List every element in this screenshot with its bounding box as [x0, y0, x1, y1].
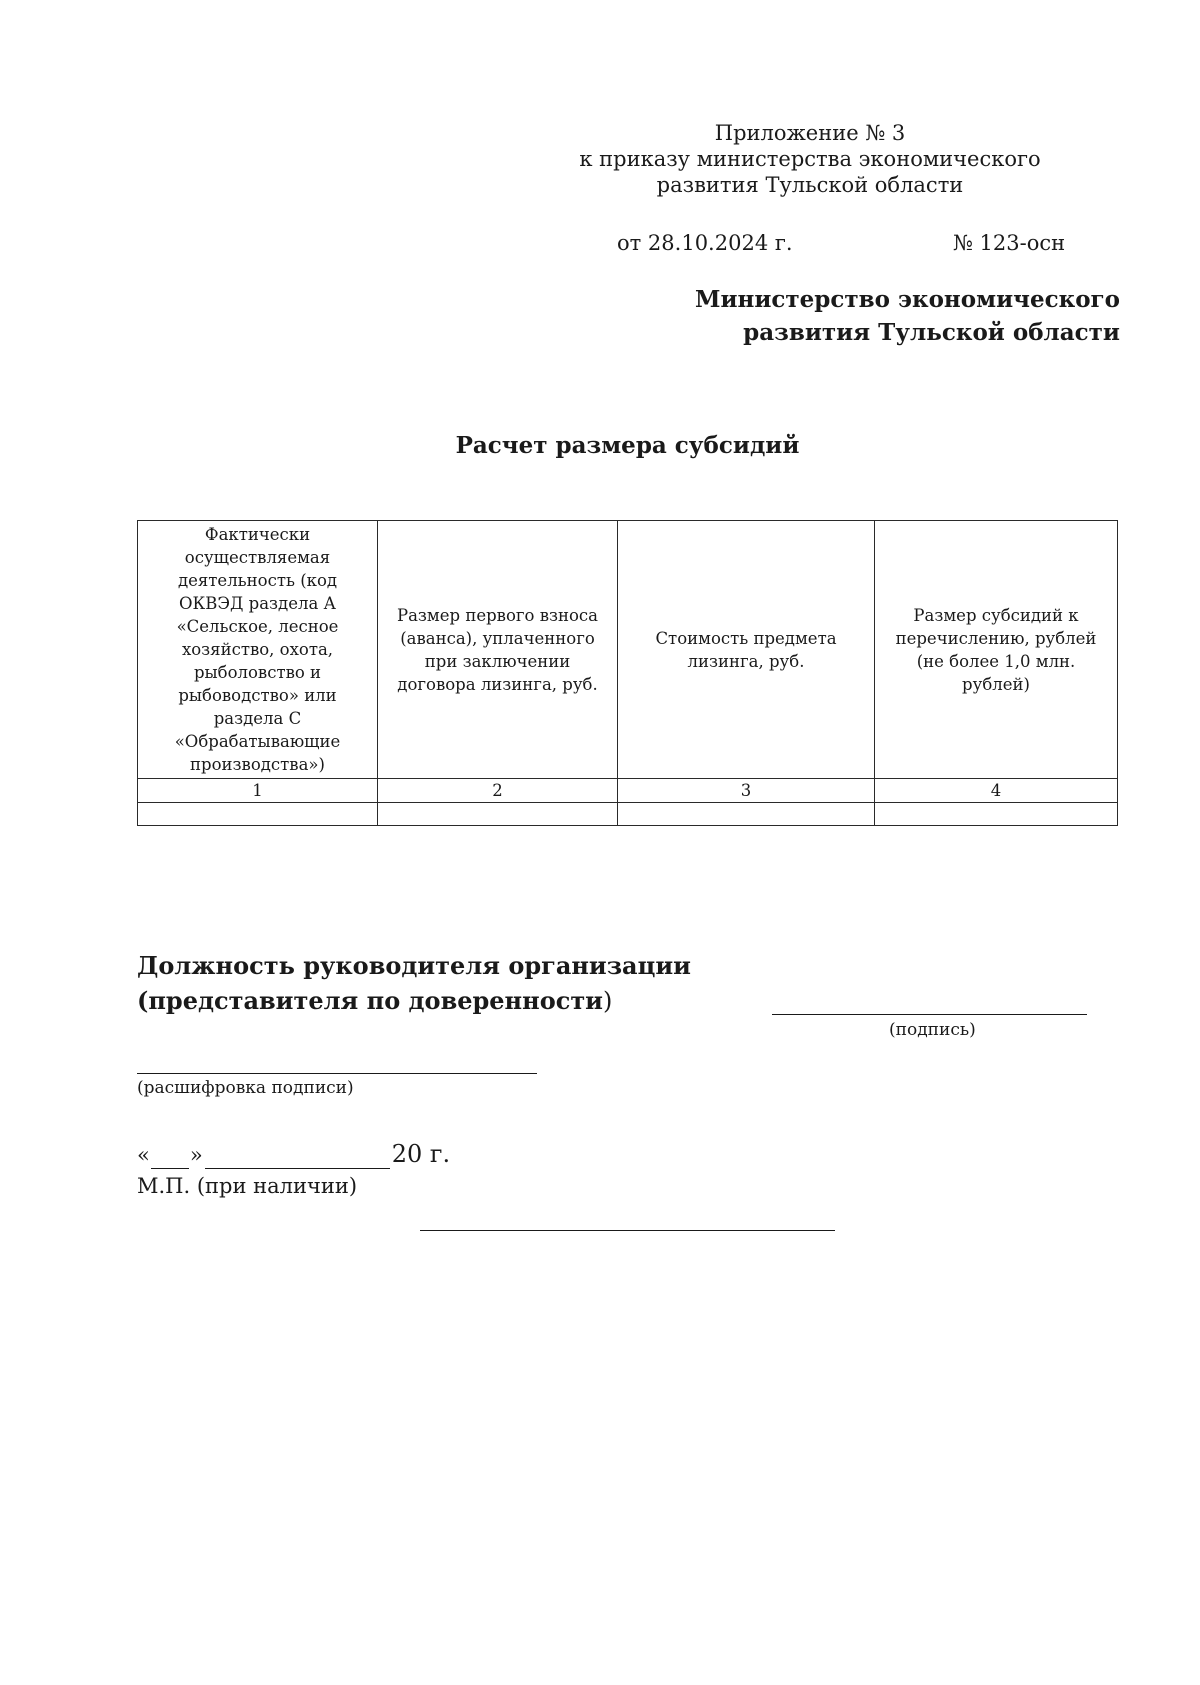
column-header-subsidy-amount: Размер субсидий к перечислению, рублей (не более 1,0 млн. рублей) [875, 521, 1118, 779]
date-year: 20 г. [391, 1140, 451, 1168]
table-cell[interactable] [378, 803, 618, 826]
signatory-position-line-2-text: (представителя по доверенности [137, 986, 603, 1015]
column-header-first-payment: Размер первого взноса (аванса), уплаченного при заключении договора лизинга, руб. [378, 521, 618, 779]
table-row [138, 803, 1118, 826]
closing-parenthesis: ) [602, 987, 613, 1015]
addressee-line-2: развития Тульской области [743, 319, 1120, 346]
signature-line[interactable] [772, 1014, 1087, 1015]
signature-caption: (подпись) [889, 1020, 976, 1040]
table-cell[interactable] [138, 803, 378, 826]
signature-decoding-line[interactable] [137, 1073, 537, 1074]
signatory-position-line-1: Должность руководителя организации [137, 951, 691, 980]
column-number-row [138, 779, 1118, 803]
table-cell[interactable] [618, 803, 875, 826]
addressee [695, 283, 1120, 349]
annex-title: Приложение № 3 [714, 121, 906, 145]
signatory-position [137, 948, 691, 1019]
column-number: 3 [618, 779, 875, 803]
addressee-line-1: Министерство экономического [695, 286, 1120, 313]
column-header-leasing-cost: Стоимость предмета лизинга, руб. [618, 521, 875, 779]
date-close-quote: » [189, 1143, 203, 1167]
column-number: 4 [875, 779, 1118, 803]
column-number: 1 [138, 779, 378, 803]
order-number: № 123-осн [953, 231, 1066, 255]
document-title: Расчет размера субсидий [455, 432, 800, 459]
bottom-divider [420, 1230, 835, 1231]
annex-block [560, 120, 1060, 198]
signature-decoding-caption: (расшифровка подписи) [137, 1078, 354, 1098]
date-open-quote: « [137, 1143, 150, 1167]
column-number: 2 [378, 779, 618, 803]
order-date: от 28.10.2024 г. [617, 231, 793, 255]
stamp-note: М.П. (при наличии) [137, 1174, 358, 1198]
day-blank[interactable] [151, 1140, 189, 1169]
subsidy-calculation-table [137, 520, 1118, 826]
table-cell[interactable] [875, 803, 1118, 826]
column-header-activity: Фактически осуществляемая деятельность (код ОКВЭД раздела А «Сельское, лесное хозяйство, охота, рыболовство и рыбоводство» или раздела С «Обрабатывающие производства») [138, 521, 378, 779]
date-field [137, 1140, 450, 1169]
month-blank[interactable] [205, 1140, 390, 1169]
signatory-position-line-2 [137, 983, 691, 1019]
table-header-row [138, 521, 1118, 779]
annex-order-ref: к приказу министерства экономического [579, 147, 1041, 171]
annex-ministry: развития Тульской области [656, 173, 964, 197]
